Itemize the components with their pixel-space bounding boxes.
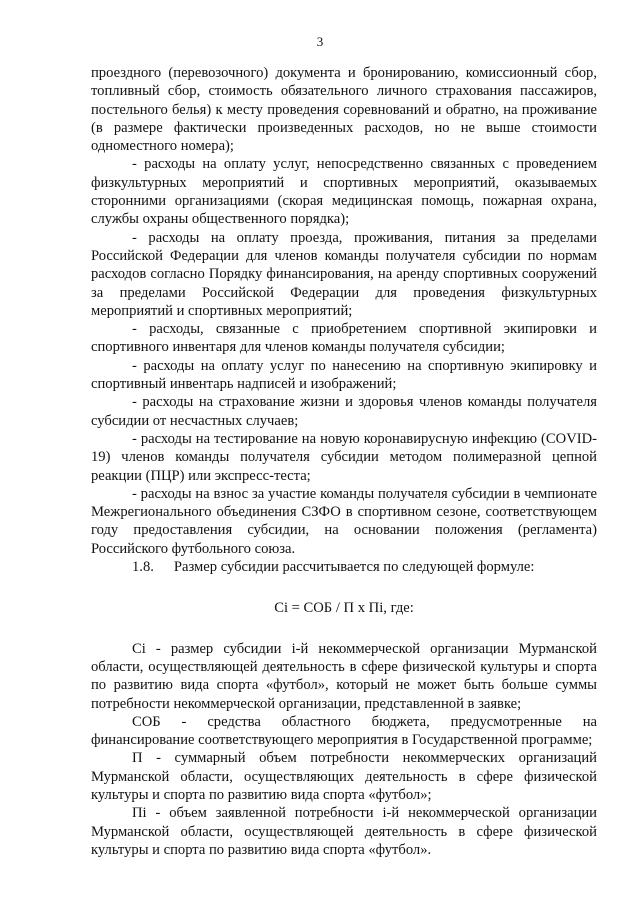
formula: Ci = СОБ / П x Пi, где: [274,600,414,617]
section-paragraph [91,558,597,576]
definition-item: СОБ - средства областного бюджета, предусмотренные на финансирование соответствующего мероприятия в Государственной программе; [91,713,597,749]
expense-item: - расходы на оплату проезда, проживания, питания за пределами Российской Федерации для членов команды получателя субсидии по нормам расходов согласно Порядку финансирования, на аренду спортивных сооружений за пределами Российской Федерации для проведения физкультурных мероприятий и спортивных мероприятий; [91,229,597,319]
expense-item: - расходы на оплату услуг по нанесению на спортивную экипировку и спортивный инвентарь надписей и изображений; [91,357,597,393]
expense-item: - расходы, связанные с приобретением спортивной экипировки и спортивного инвентаря для членов команды получателя субсидии; [91,321,597,356]
section-number: 1.8. [132,559,154,576]
expense-item: - расходы на тестирование на новую коронавирусную инфекцию (COVID-19) членов команды получателя субсидии методом полимеразной цепной реакции (ПЦР) или экспресс-теста; [91,430,597,484]
document-body [91,64,597,859]
expense-item: - расходы на оплату услуг, непосредственно связанных с проведением физкультурных мероприятий и спортивных мероприятий, оказываемых сторонними организациями (скорая медицинская помощь, пожарная охрана, службы охраны общественного порядка); [91,156,597,228]
expense-item: - расходы на взнос за участие команды получателя субсидии в чемпионате Межрегионального объединения СЗФО в спортивном сезоне, соответствующем году предоставления субсидии, на основании положения (регламента) Российского футбольного союза. [91,485,597,557]
page-number: 3 [316,34,324,49]
definition-item: Пi - объем заявленной потребности i-й некоммерческой организации Мурманской области, осуществляющей деятельность в сфере физической культуры и спорта по развитию вида спорта «футбол». [91,805,597,858]
expense-item: - расходы на страхование жизни и здоровья членов команды получателя субсидии от несчастных случаев; [91,394,597,429]
section-text: Размер субсидии рассчитывается по следующей формуле: [173,559,535,576]
definition-item: П - суммарный объем потребности некоммерческих организаций Мурманской области, осуществляющих деятельность в сфере физической культуры и спорта по развитию вида спорта «футбол»; [91,750,597,803]
definition-item: Ci - размер субсидии i-й некоммерческой организации Мурманской области, осуществляющей деятельность в сфере физической культуры и спорта по развитию вида спорта «футбол», который не может быть больше суммы потребности некоммерческой организации, представленной в заявке; [91,640,597,712]
paragraph-continuation: проездного (перевозочного) документа и бронированию, комиссионный сбор, топливный сбор, стоимость обязательного личного страхования пассажиров, постельного белья) к месту проведения соревнований и обратно, на проживание (в размере фактически произведенных расходов, но не выше стоимости одноместного номера); [91,65,597,155]
